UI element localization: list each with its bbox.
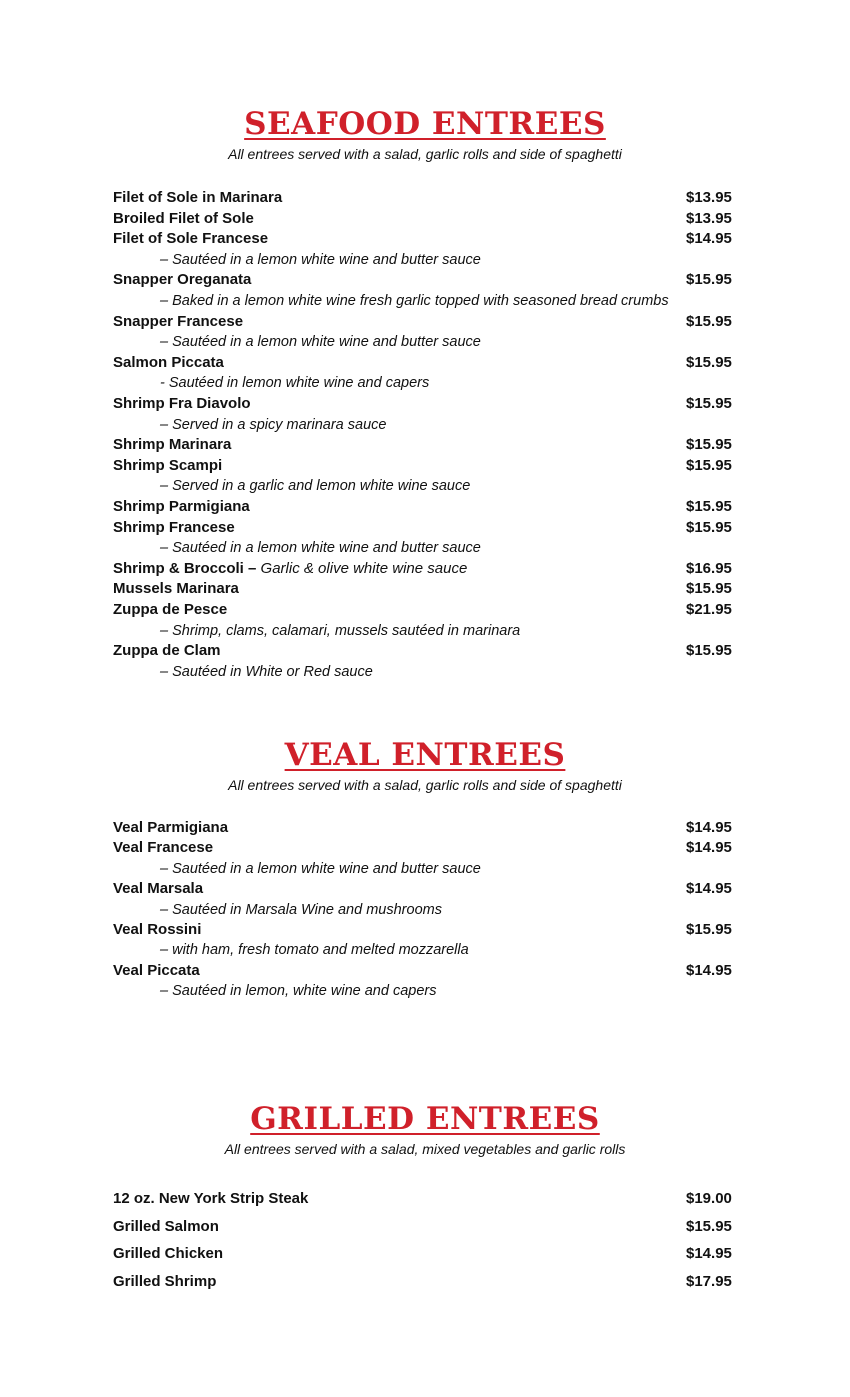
menu-item-name: Grilled Salmon [113,1217,219,1235]
menu-item-price: $14.95 [686,961,732,979]
menu-item-description: – Sautéed in a lemon white wine and butter sauce [160,334,481,351]
menu-item-name: Shrimp Marinara [113,436,232,454]
menu-item-name: Snapper Oreganata [113,271,252,289]
menu-item-name: Shrimp Parmigiana [113,498,250,515]
menu-item-price: $15.95 [686,921,732,938]
menu-item-price: $13.95 [686,209,732,227]
grilled-title: GRILLED ENTREES [250,1101,600,1137]
menu-item-description: – Baked in a lemon white wine fresh garlic topped with seasoned bread crumbs [160,293,669,309]
menu-item-name: Broiled Filet of Sole [113,209,254,227]
menu-item-price: $15.95 [686,456,732,474]
menu-item-price: $15.95 [686,498,732,515]
menu-item-name: 12 oz. New York Strip Steak [113,1190,309,1207]
menu-item-name [113,559,467,579]
menu-item-description: – Shrimp, clams, calamari, mussels sautéed in marinara [160,622,521,639]
menu-item-name: Shrimp Francese [113,518,235,536]
menu-item-price: $15.95 [686,642,732,660]
menu-item-description: – Sautéed in a lemon white wine and butter sauce [160,251,481,268]
menu-item-name: Veal Parmigiana [113,819,229,836]
menu-item-name: Veal Rossini [113,921,202,938]
menu-item-price: $15.95 [686,436,732,454]
menu-item-description: – Sautéed in a lemon white wine and butter sauce [160,860,481,877]
menu-item-name: Veal Francese [113,839,214,857]
menu-item-description: – Served in a spicy marinara sauce [160,416,387,433]
menu-item-description: – with ham, fresh tomato and melted mozzarella [160,942,469,959]
menu-item-price: $15.95 [686,312,732,330]
menu-item-name: Grilled Shrimp [113,1272,217,1290]
menu-item-name: Shrimp Scampi [113,456,223,474]
menu-item-name-text: Shrimp & Broccoli – [113,559,261,577]
menu-item-price: $14.95 [686,819,732,836]
menu-item-description: – Served in a garlic and lemon white wine sauce [160,478,471,495]
seafood-title: SEAFOOD ENTREES [244,106,606,142]
grilled-subtitle: All entrees served with a salad, mixed vegetables and garlic rolls [224,1141,626,1157]
menu-item-price: $14.95 [686,1245,732,1263]
menu-item-price: $14.95 [686,230,732,248]
menu-item-description: – Sautéed in White or Red sauce [160,663,373,680]
menu-item-price: $19.00 [686,1190,732,1207]
menu-item-name: Veal Piccata [113,961,200,979]
menu-item-name: Filet of Sole Francese [113,230,269,248]
menu-item-price: $14.95 [686,839,732,857]
menu-item-price: $15.95 [686,353,732,371]
menu-item-price: $15.95 [686,518,732,536]
menu-item-price: $15.95 [686,271,732,289]
menu-item-price: $15.95 [686,395,732,412]
menu-item-name: Veal Marsala [113,880,204,898]
menu-item-description: – Sautéed in lemon, white wine and capers [160,983,437,1000]
menu-item-inline-description: Garlic & olive white wine sauce [260,559,468,577]
menu-item-description: – Sautéed in Marsala Wine and mushrooms [160,901,442,918]
menu-item-name: Zuppa de Clam [113,642,221,660]
menu-item-price: $21.95 [686,601,732,618]
menu-item-price: $15.95 [686,1217,732,1235]
menu-item-name: Shrimp Fra Diavolo [113,395,251,412]
menu-item-price: $15.95 [686,580,732,598]
menu-item-name: Filet of Sole in Marinara [113,189,283,206]
menu-item-description: – Sautéed in a lemon white wine and butter sauce [160,540,481,557]
seafood-subtitle: All entrees served with a salad, garlic rolls and side of spaghetti [228,146,622,162]
menu-item-price: $14.95 [686,880,732,898]
menu-item-name: Salmon Piccata [113,353,224,371]
menu-item-price: $16.95 [686,559,732,577]
menu-item-name: Snapper Francese [113,312,244,330]
menu-item-price: $13.95 [686,189,732,206]
menu-item-name: Mussels Marinara [113,580,239,598]
menu-item-name: Grilled Chicken [113,1245,224,1263]
menu-item-price: $17.95 [686,1272,732,1290]
veal-subtitle: All entrees served with a salad, garlic rolls and side of spaghetti [228,777,622,793]
veal-title: VEAL ENTREES [284,737,566,773]
menu-item-description: - Sautéed in lemon white wine and capers [160,375,430,392]
menu-item-name: Zuppa de Pesce [113,601,228,618]
